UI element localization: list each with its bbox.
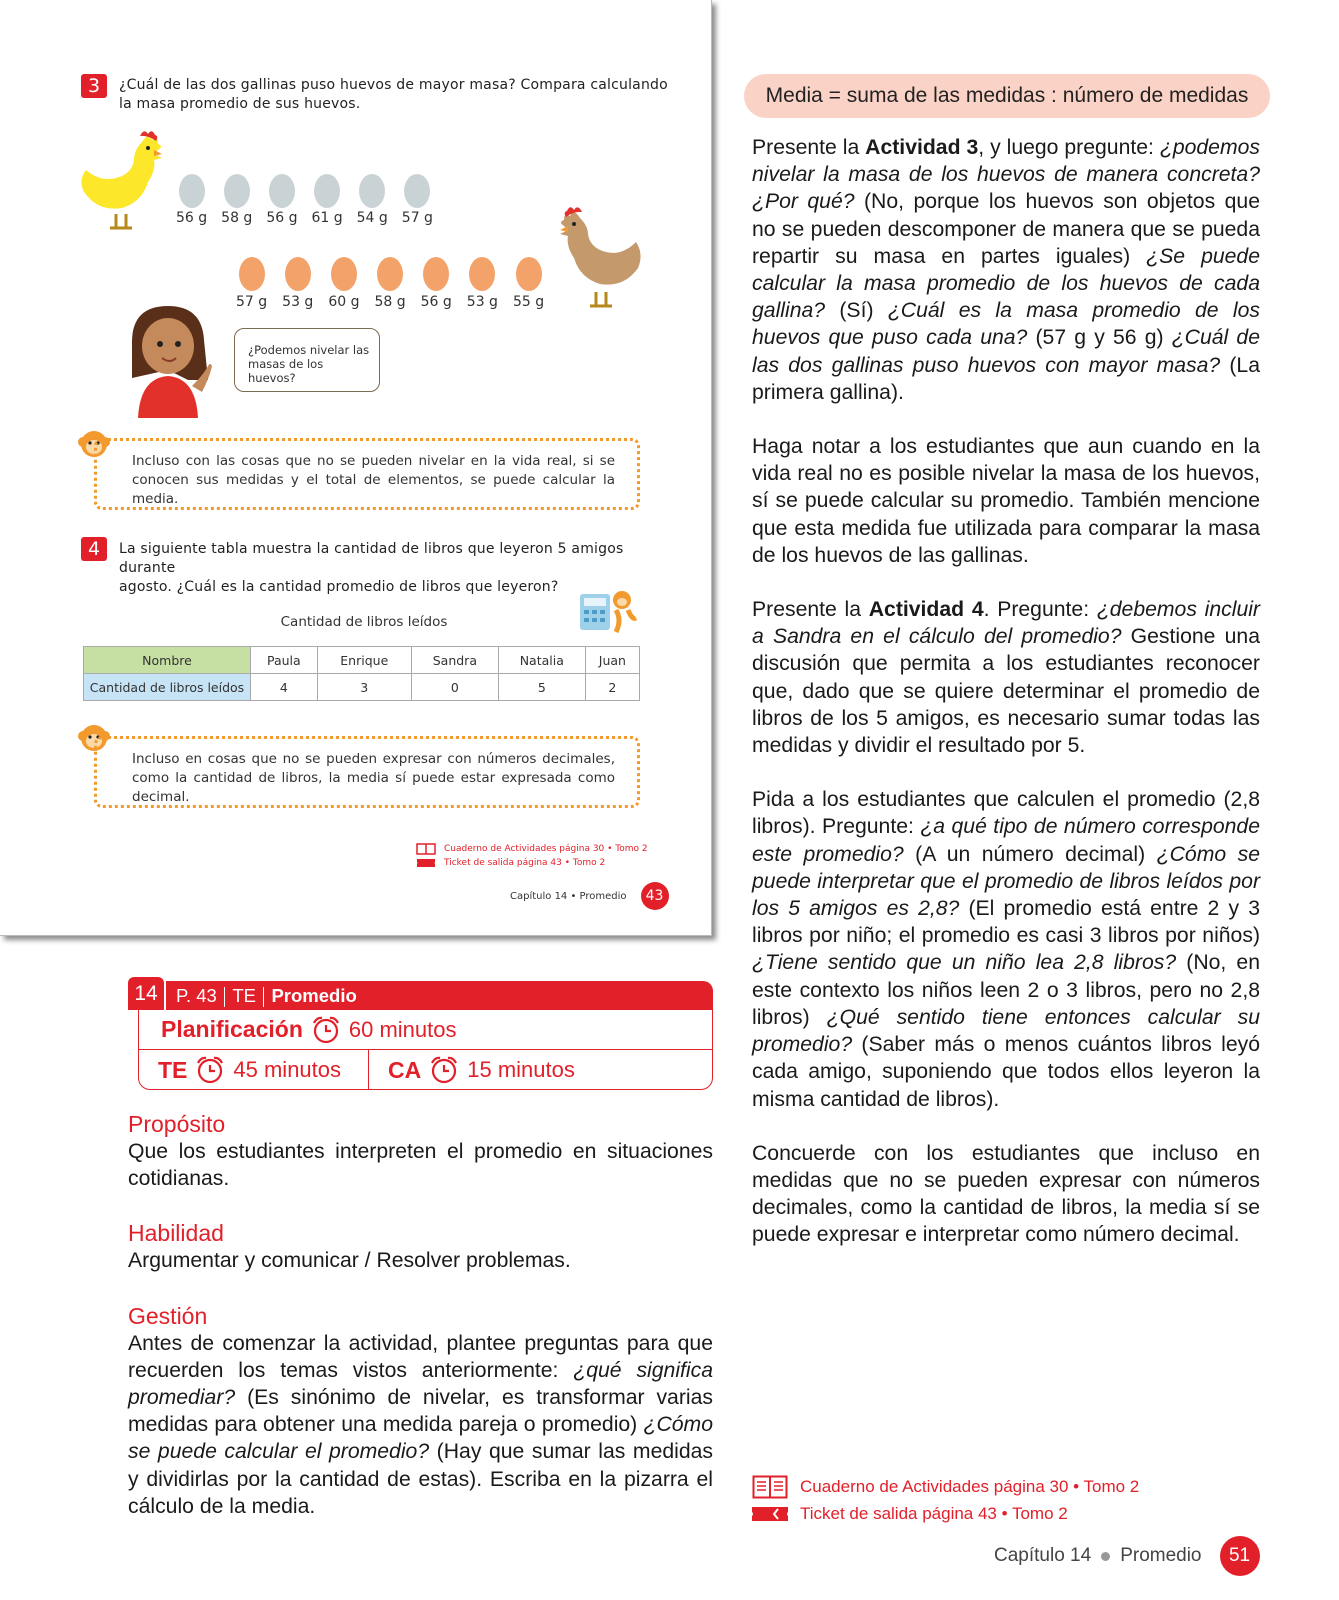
gray-egg-icon <box>267 172 297 208</box>
paragraph: Concuerde con los estudiantes que incluso en medidas que no se pueden expresar con números decimales, como la cantidad de libros, la media sí se puede expresar e interpretar como número decimal. <box>752 1141 1260 1247</box>
gray-egg-icon <box>222 172 252 208</box>
brown-hen-icon <box>560 202 642 312</box>
planning-header <box>128 977 713 1090</box>
egg-item: 58 g <box>221 172 252 226</box>
egg-item: 56 g <box>176 172 207 226</box>
te-time-cell: TE 45 minutos <box>139 1050 369 1090</box>
student-page-thumbnail <box>0 0 712 936</box>
paragraph: Pida a los estudiantes que calculen el promedio (2,8 libros). Pregunte: ¿a qué tipo de número corresponde este promedio? (A un número decimal) ¿Cómo se puede interpretar que el promedio de libros leídos por los 5 amigos es 2,8? (El promedio está entre 2 y 3 libros por niño; el promedio es casi 3 libros por niños) ¿Tiene sentido que un niño lea 2,8 libros? (No, en este contexto los niños leen 2 o 3 libros, pero no 2,8 libros) ¿Qué sentido tiene entonces calcular su promedio? (Saber más o menos cuántos libros leyó cada amigo, suponiendo que todos ellos leyeron la misma cantidad de libros). <box>752 788 1261 1111</box>
separator-dot <box>1101 1552 1110 1561</box>
activity-3-question: ¿Cuál de las dos gallinas puso huevos de mayor masa? Compara calculando la masa promedio de sus huevos. <box>119 77 668 112</box>
gray-egg-icon <box>312 172 342 208</box>
paragraph: Presente la Actividad 3, y luego pregunte: ¿podemos nivelar la masa de los huevos de manera concreta? ¿Por qué? (No, porque los huevos son objetos que no se pueden descomponer de manera que se pueda repartir su masa en partes iguales) ¿Se puede calcular la masa promedio de los huevos de cada gallina? (Sí) ¿Cuál es la masa promedio de los huevos que puso cada una? (57 g y 56 g) ¿Cuál de las dos gallinas puso huevos con mayor masa? (La primera gallina). <box>752 136 1260 404</box>
right-column-text <box>752 134 1260 1276</box>
egg-item: 61 g <box>311 172 342 226</box>
table-header-row <box>84 647 640 674</box>
ref-workbook: Cuaderno de Actividades página 30 • Tomo 2 <box>752 1473 1139 1500</box>
girl-avatar <box>122 302 214 418</box>
section-title-gestion: Gestión <box>128 1302 208 1329</box>
ticket-icon <box>416 857 436 869</box>
section-title-proposito: Propósito <box>128 1111 226 1137</box>
table-cell: Nombre <box>84 647 251 674</box>
egg-item: 56 g <box>421 254 452 310</box>
orange-egg-icon <box>237 254 267 292</box>
egg-item: 56 g <box>266 172 297 226</box>
orange-egg-icon <box>329 254 359 292</box>
egg-item: 53 g <box>467 254 498 310</box>
section-body-proposito: Que los estudiantes interpreten el promedio en situaciones cotidianas. <box>128 1140 713 1191</box>
student-refs <box>416 842 648 870</box>
formula-banner: Media = suma de las medidas : número de medidas <box>744 74 1270 118</box>
section-body-gestion: Antes de comenzar la actividad, plantee preguntas para que recuerden los temas vistos anteriormente: ¿qué significa promediar? (Es sinónimo de nivelar, es transformar varias medidas para obtener una medida pareja o promedio) ¿Cómo se puede calcular el promedio? (Hay que sumar las medidas y dividirlas por la cantidad de estas). Escriba en la pizarra el cálculo de la media. <box>128 1331 714 1518</box>
egg-item: 60 g <box>328 254 359 310</box>
tip-box-1: Incluso con las cosas que no se pueden nivelar en la vida real, si se conocen sus medidas y el total de elementos, se puede calcular la media. <box>94 438 640 510</box>
egg-item: 53 g <box>282 254 313 310</box>
chapter-number: 14 <box>128 977 164 1010</box>
table-cell: 4 <box>251 674 318 701</box>
teacher-refs <box>752 1473 1139 1527</box>
hen2-eggs <box>236 254 544 310</box>
section-body-habilidad: Argumentar y comunicar / Resolver problemas. <box>128 1249 571 1273</box>
speech-bubble: ¿Podemos nivelar las masas de los huevos? <box>234 328 380 392</box>
orange-egg-icon <box>421 254 451 292</box>
table-cell: 5 <box>498 674 585 701</box>
yellow-hen-icon <box>80 126 162 234</box>
table-cell: Natalia <box>498 647 585 674</box>
table-title: Cantidad de libros leídos <box>280 614 448 630</box>
orange-egg-icon <box>467 254 497 292</box>
egg-item: 57 g <box>402 172 433 226</box>
orange-egg-icon <box>375 254 405 292</box>
table-cell: Juan <box>585 647 639 674</box>
table-cell: Sandra <box>411 647 498 674</box>
egg-item: 58 g <box>374 254 405 310</box>
table-row <box>84 674 640 701</box>
ca-time-cell: CA 15 minutos <box>388 1056 575 1083</box>
ref-workbook: Cuaderno de Actividades página 30 • Tomo 2 <box>416 842 648 856</box>
gray-egg-icon <box>357 172 387 208</box>
ref-ticket: Ticket de salida página 43 • Tomo 2 <box>752 1500 1139 1527</box>
egg-item: 54 g <box>357 172 388 226</box>
planning-total-row: Planificación 60 minutos <box>139 1010 712 1050</box>
student-page-footer: Capítulo 14 • Promedio 43 <box>510 882 669 910</box>
table-cell: 2 <box>585 674 639 701</box>
books-table <box>83 646 640 701</box>
section-title-habilidad: Habilidad <box>128 1220 224 1247</box>
planning-split-row <box>139 1050 712 1090</box>
left-column-text <box>128 1111 713 1548</box>
activity-3-badge: 3 <box>81 74 107 98</box>
gray-egg-icon <box>402 172 432 208</box>
activity-4-question: La siguiente tabla muestra la cantidad de libros que leyeron 5 amigos durante agosto. ¿Cuál es la cantidad promedio de libros que leyeron? <box>119 541 624 595</box>
table-cell: Enrique <box>317 647 411 674</box>
book-icon <box>752 1475 788 1499</box>
page-footer: Capítulo 14 Promedio 51 <box>994 1536 1260 1576</box>
orange-egg-icon <box>514 254 544 292</box>
ref-ticket: Ticket de salida página 43 • Tomo 2 <box>416 856 648 870</box>
hen1-eggs <box>176 172 433 226</box>
table-cell: Paula <box>251 647 318 674</box>
paragraph: Haga notar a los estudiantes que aun cuando en la vida real no es posible nivelar la masa de los huevos, sí se puede calcular su promedio. También mencione que esta medida fue utilizada para comparar la masa de los huevos de las gallinas. <box>752 435 1260 567</box>
alarm-clock-icon <box>311 1016 341 1044</box>
activity-4-badge: 4 <box>81 537 107 561</box>
table-cell: 0 <box>411 674 498 701</box>
student-page-number: 43 <box>641 882 669 910</box>
orange-egg-icon <box>283 254 313 292</box>
egg-item: 55 g <box>513 254 544 310</box>
alarm-clock-icon <box>429 1056 459 1084</box>
ticket-icon <box>752 1504 788 1524</box>
page-number: 51 <box>1220 1536 1260 1576</box>
planning-bar: P. 43 TE Promedio <box>166 981 713 1010</box>
table-cell: 3 <box>317 674 411 701</box>
table-cell: Cantidad de libros leídos <box>84 674 251 701</box>
tip-box-2: Incluso en cosas que no se pueden expresar con números decimales, como la cantidad de libros, la media sí puede estar expresada como decimal. <box>94 736 640 808</box>
egg-item: 57 g <box>236 254 267 310</box>
book-icon <box>416 843 436 855</box>
gray-egg-icon <box>177 172 207 208</box>
alarm-clock-icon <box>195 1056 225 1084</box>
paragraph: Presente la Actividad 4. Pregunte: ¿debemos incluir a Sandra en el cálculo del promedio? Gestione una discusión que permita a los estudiantes reconocer que, dado que se quiere determinar el promedio de libros de los 5 amigos, es necesario sumar todas las medidas y dividir el resultado por 5. <box>752 598 1260 758</box>
planning-box <box>138 1010 713 1090</box>
